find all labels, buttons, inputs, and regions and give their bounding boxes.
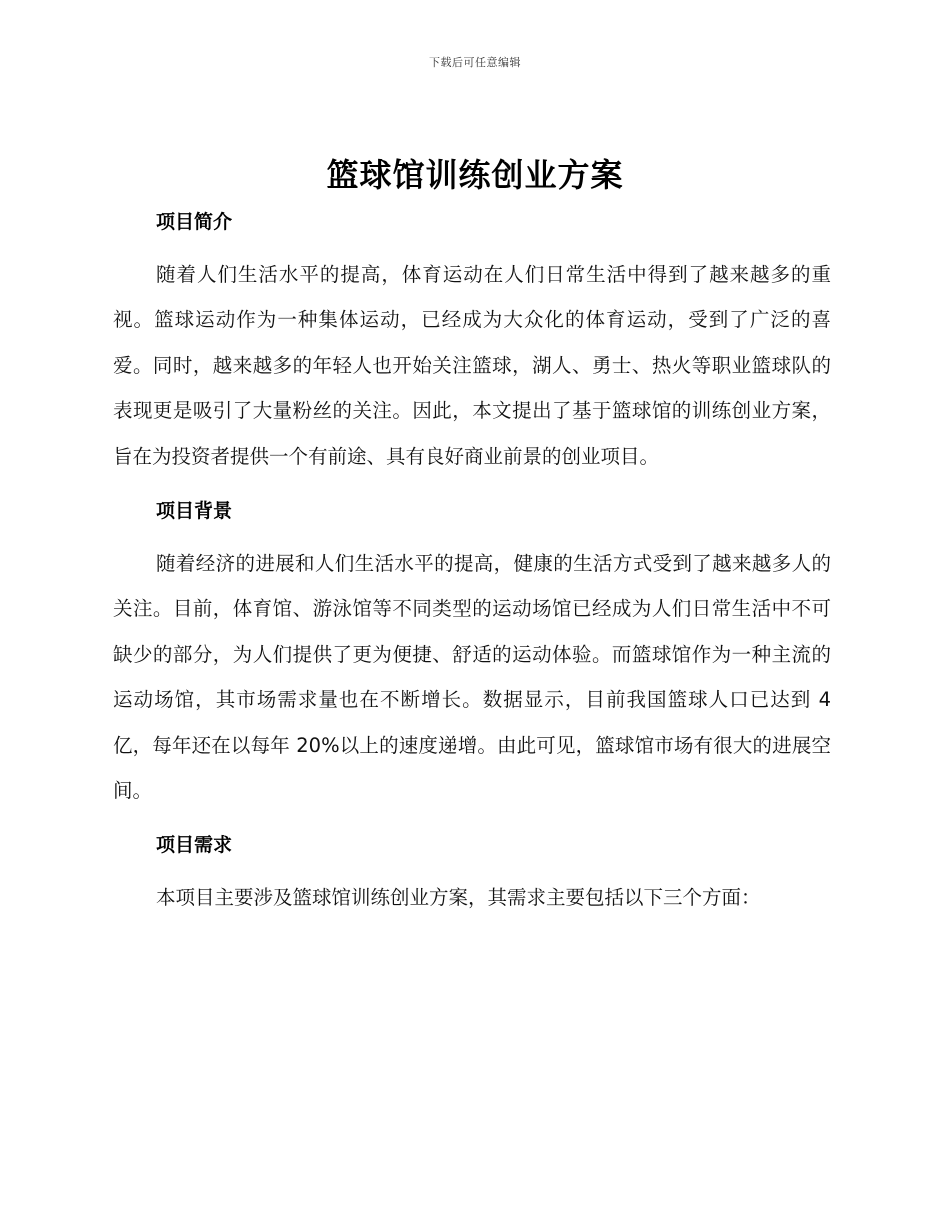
section-paragraph: 本项目主要涉及篮球馆训练创业方案，其需求主要包括以下三个方面： — [156, 886, 761, 910]
section-heading: 项目简介 — [156, 211, 233, 233]
section-project-requirements — [113, 825, 831, 920]
document-body — [113, 202, 831, 921]
section-heading: 项目背景 — [156, 500, 233, 523]
page-header-note: 下载后可任意编辑 — [429, 56, 521, 69]
section-heading: 项目需求 — [156, 834, 233, 857]
section-paragraph: 随着经济的进展和人们生活水平的提高，健康的生活方式受到了越来越多人的关注。目前，体育馆、游泳馆等不同类型的运动场馆已经成为人们日常生活中不可缺少的部分，为人们提供了更为便捷、舒适的运动体验。而篮球馆作为一种主流的运动场馆，其市场需求量也在不断增长。数据显示，目前我国篮球人口已达到 4 亿，每年还在以每年 20%以上的速度递增。由此可见，篮球馆市场有很大的进展空间。 — [113, 552, 831, 803]
section-project-intro — [113, 202, 831, 479]
section-project-background — [113, 491, 831, 813]
section-paragraph: 随着人们生活水平的提高，体育运动在人们日常生活中得到了越来越多的重视。篮球运动作为一种集体运动，已经成为大众化的体育运动，受到了广泛的喜爱。同时，越来越多的年轻人也开始关注篮球，湖人、勇士、热火等职业篮球队的表现更是吸引了大量粉丝的关注。因此，本文提出了基于篮球馆的训练创业方案，旨在为投资者提供一个有前途、具有良好商业前景的创业项目。 — [113, 263, 831, 468]
document-title: 篮球馆训练创业方案 — [326, 156, 624, 194]
